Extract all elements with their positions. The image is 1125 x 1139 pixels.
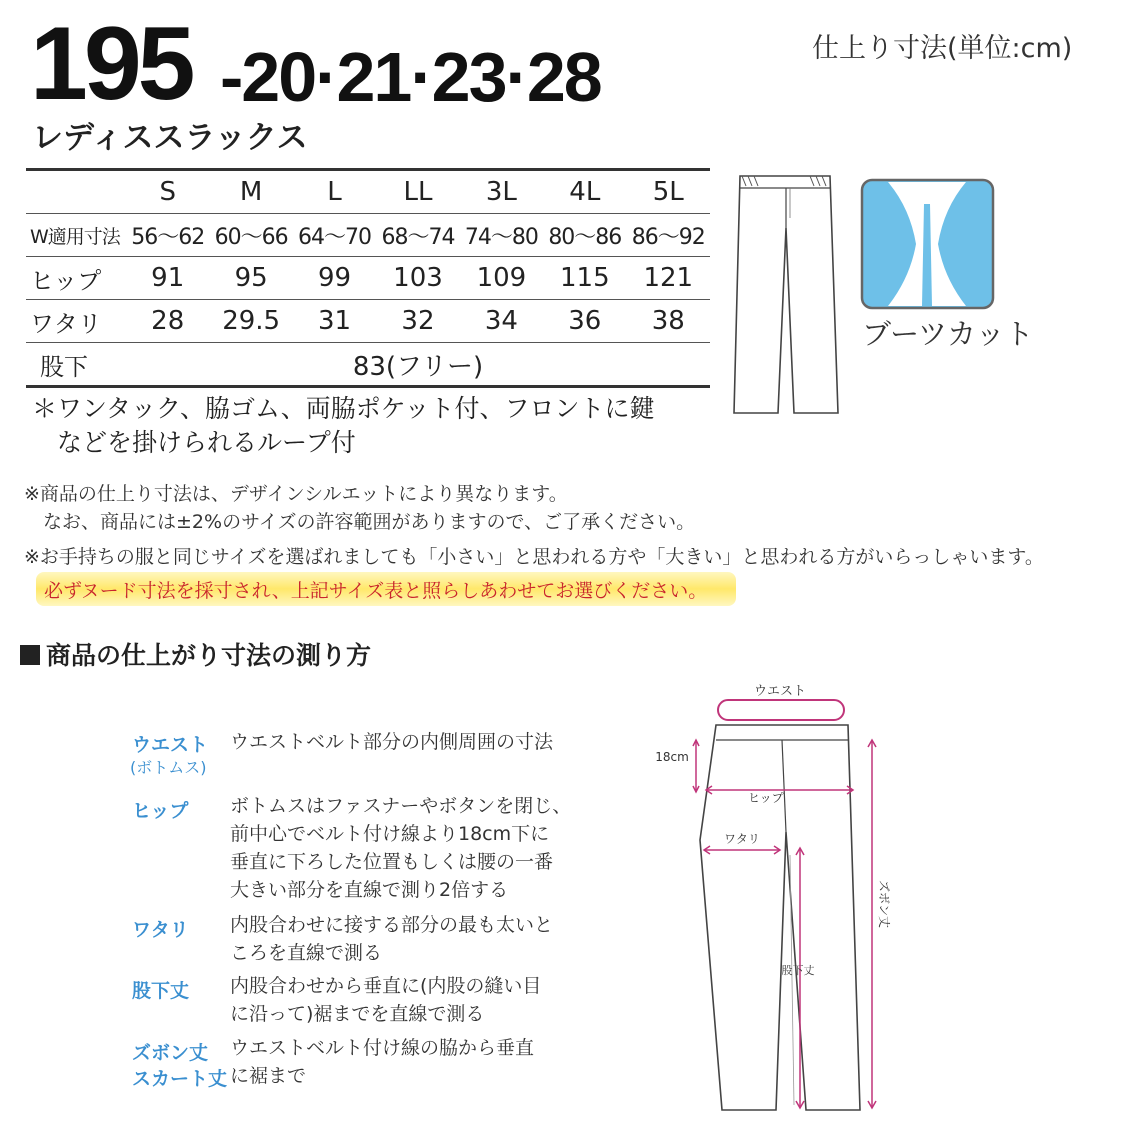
term-waist: ウエスト	[132, 734, 209, 756]
table-cell: 38	[627, 300, 710, 343]
desc-hip	[230, 792, 610, 904]
desc-line: ボトムスはファスナーやボタンを閉じ、	[230, 795, 572, 817]
desc-line: に裾まで	[230, 1065, 307, 1087]
features-text	[32, 392, 722, 460]
desc-line: 垂直に下ろした位置もしくは腰の一番	[230, 851, 554, 873]
desc-thigh	[230, 911, 610, 967]
bootcut-label: ブーツカット	[862, 317, 1034, 351]
highlight-note: 必ずヌード寸法を採寸され、上記サイズ表と照らしあわせてお選びください。	[44, 580, 708, 602]
table-row-hip	[26, 257, 710, 300]
table-cell: 31	[293, 300, 376, 343]
measurement-diagram	[640, 680, 900, 1130]
desc-line: 大きい部分を直線で測り2倍する	[230, 879, 509, 901]
desc-waist	[230, 728, 610, 756]
section-title	[20, 636, 371, 672]
size-header: 3L	[460, 170, 543, 214]
note-line: なお、商品には±2%のサイズの許容範囲がありますので、ご了承ください。	[24, 511, 696, 533]
table-cell: 29.5	[209, 300, 292, 343]
row-label: 股下	[26, 343, 126, 387]
size-header: 4L	[543, 170, 626, 214]
features-line: ＊ワンタック、脇ゴム、両脇ポケット付、フロントに鍵	[32, 394, 655, 423]
label-hip: ヒップ	[748, 791, 784, 805]
table-cell: 86～92	[627, 214, 710, 257]
table-cell: 36	[543, 300, 626, 343]
table-cell: 115	[543, 257, 626, 300]
term-inseam: 股下丈	[132, 980, 190, 1002]
table-cell: 64～70	[293, 214, 376, 257]
table-cell: 109	[460, 257, 543, 300]
table-cell: 74～80	[460, 214, 543, 257]
desc-line: ウエストベルト部分の内側周囲の寸法	[230, 731, 554, 753]
size-header: LL	[376, 170, 459, 214]
desc-line: 前中心でベルト付け線より18cm下に	[230, 823, 550, 845]
size-header: S	[126, 170, 209, 214]
table-cell-inseam: 83(フリー)	[126, 343, 710, 387]
term-skirt-length: スカート丈	[132, 1068, 228, 1090]
model-variants: -20·21·23·28	[220, 38, 601, 116]
pants-illustration	[730, 168, 842, 418]
desc-line: ウエストベルト付け線の脇から垂直	[230, 1037, 535, 1059]
table-cell: 103	[376, 257, 459, 300]
pants-outline	[700, 725, 860, 1110]
table-cell: 80～86	[543, 214, 626, 257]
square-bullet-icon	[20, 645, 40, 665]
size-header-blank	[26, 170, 126, 214]
table-cell: 95	[209, 257, 292, 300]
size-header: 5L	[627, 170, 710, 214]
table-row-waist	[26, 214, 710, 257]
label-inseam: 股下丈	[781, 964, 815, 977]
desc-line: 内股合わせに接する部分の最も太いと	[230, 914, 554, 936]
table-cell: 121	[627, 257, 710, 300]
table-cell: 68～74	[376, 214, 459, 257]
table-row-thigh	[26, 300, 710, 343]
table-cell: 99	[293, 257, 376, 300]
table-cell: 91	[126, 257, 209, 300]
term-waist-sub: (ボトムス)	[130, 758, 207, 777]
term-hip: ヒップ	[132, 800, 189, 822]
row-label: ワタリ	[26, 300, 126, 343]
note-line: ※お手持ちの服と同じサイズを選ばれましても「小さい」と思われる方や「大きい」と思われる方がいらっしゃいます。	[24, 546, 1044, 568]
desc-line: 内股合わせから垂直に(内股の縫い目	[230, 975, 542, 997]
table-cell: 34	[460, 300, 543, 343]
size-header-row	[26, 170, 710, 214]
model-number: 195	[30, 6, 192, 122]
features-line: などを掛けられるループ付	[32, 428, 356, 457]
row-label: ヒップ	[26, 257, 126, 300]
product-name: レディススラックス	[32, 120, 308, 156]
bootcut-icon	[860, 178, 995, 310]
size-header: L	[293, 170, 376, 214]
label-waist: ウエスト	[753, 684, 807, 699]
table-row-inseam	[26, 343, 710, 387]
desc-line: に沿って)裾までを直線で測る	[230, 1003, 485, 1025]
table-cell: 28	[126, 300, 209, 343]
note-line: ※商品の仕上り寸法は、デザインシルエットにより異なります。	[24, 483, 568, 505]
section-title-text: 商品の仕上がり寸法の測り方	[46, 641, 372, 670]
table-cell: 60～66	[209, 214, 292, 257]
size-table	[26, 168, 710, 388]
term-length: ズボン丈	[132, 1042, 209, 1064]
row-label: W適用寸法	[26, 214, 126, 257]
desc-inseam	[230, 972, 610, 1028]
label-thigh: ワタリ	[724, 832, 760, 846]
label-18cm: 18cm	[655, 750, 689, 764]
table-cell: 56～62	[126, 214, 209, 257]
term-thigh: ワタリ	[132, 919, 189, 941]
desc-line: ころを直線で測る	[230, 942, 383, 964]
desc-length	[230, 1034, 610, 1090]
unit-label: 仕上り寸法(単位:cm)	[812, 33, 1073, 64]
label-length: ズボン丈	[877, 880, 891, 929]
table-cell: 32	[376, 300, 459, 343]
waist-measure-loop	[718, 700, 844, 720]
size-header: M	[209, 170, 292, 214]
